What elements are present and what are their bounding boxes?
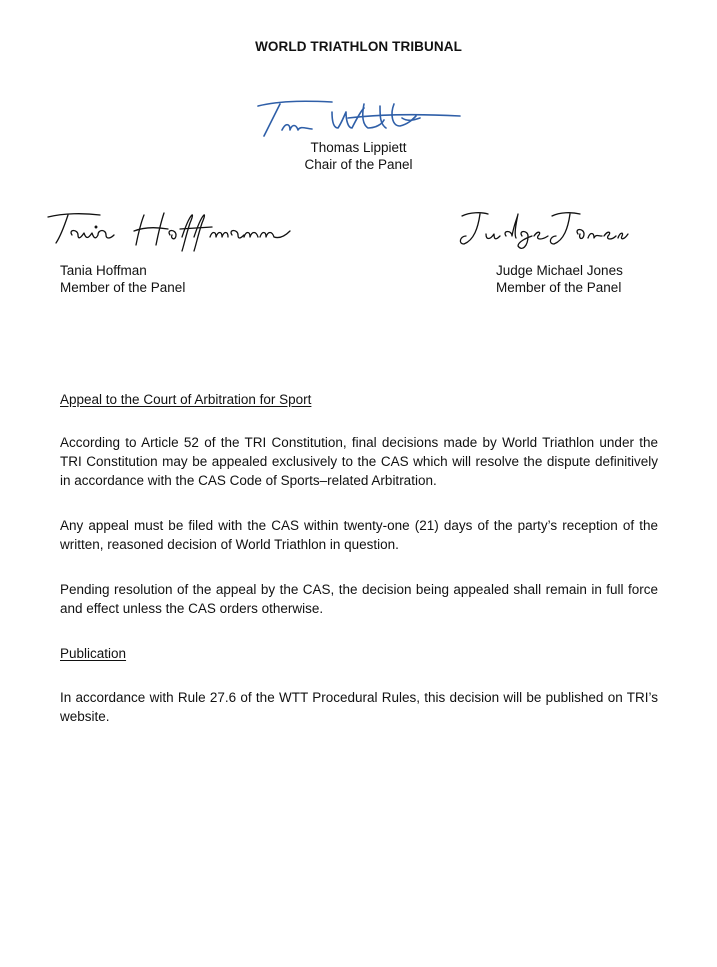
paragraph-appeal-article: According to Article 52 of the TRI Constitution, final decisions made by World Triathlon under the TRI Constitution may be appealed exclusively to the CAS which will resolve the dispute definitively in accordance with the CAS Code of Sports–related Arbitration. [60, 435, 658, 488]
paragraph-publication: In accordance with Rule 27.6 of the WTT Procedural Rules, this decision will be published on TRI’s website. [60, 690, 658, 724]
member-signature-right [456, 206, 630, 252]
chair-block [0, 139, 717, 173]
member-name-right: Judge Michael Jones [496, 263, 623, 278]
section-heading-appeal: Appeal to the Court of Arbitration for Sport [60, 392, 312, 407]
member-name-left: Tania Hoffman [60, 263, 147, 278]
member-block-right [496, 262, 623, 296]
member-block-left [60, 262, 185, 296]
chair-signature [252, 96, 464, 142]
document-title: WORLD TRIATHLON TRIBUNAL [255, 39, 462, 54]
chair-role: Chair of the Panel [304, 157, 413, 172]
member-signature-left [44, 205, 294, 253]
section-heading-publication: Publication [60, 646, 127, 661]
paragraph-appeal-pending: Pending resolution of the appeal by the CAS, the decision being appealed shall remain in full force and effect unless the CAS orders otherwise. [60, 582, 658, 616]
member-role-left: Member of the Panel [60, 280, 186, 295]
chair-name: Thomas Lippiett [310, 140, 407, 155]
member-role-right: Member of the Panel [496, 280, 622, 295]
paragraph-appeal-deadline: Any appeal must be filed with the CAS within twenty-one (21) days of the party’s reception of the written, reasoned decision of World Triathlon in question. [60, 518, 658, 552]
